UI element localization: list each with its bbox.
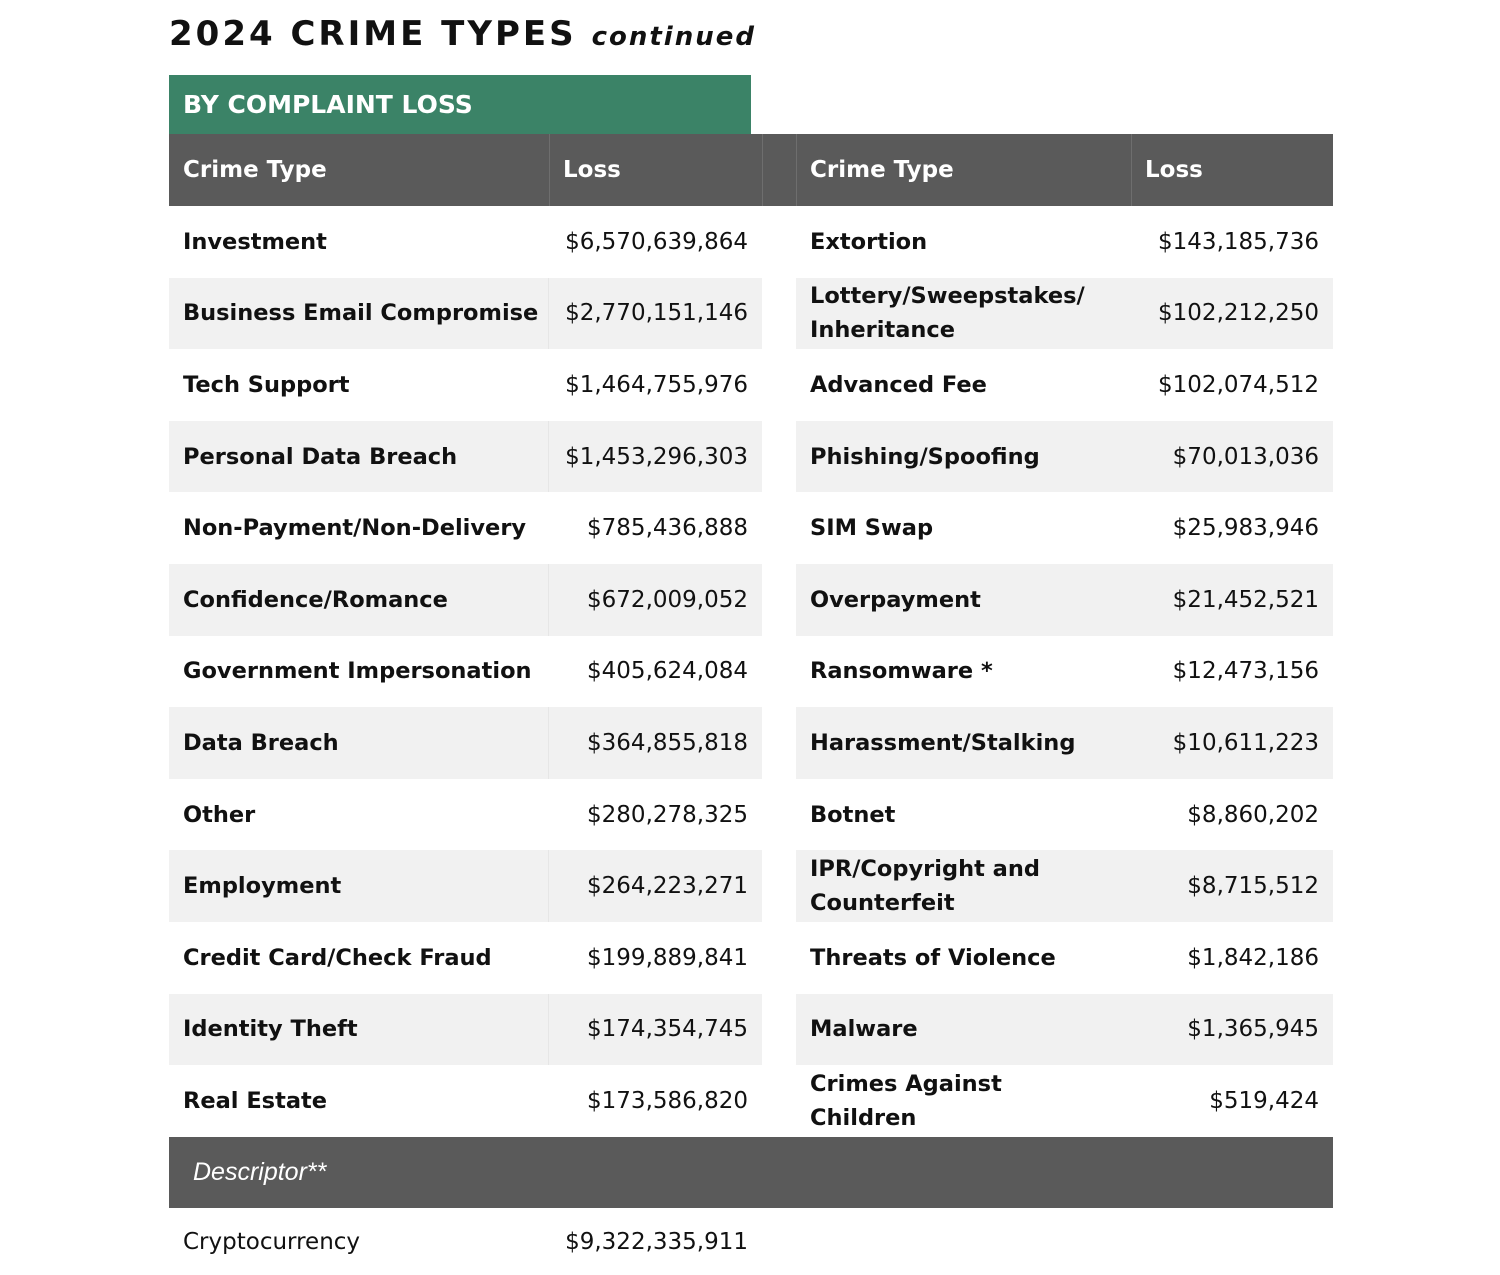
table-row <box>169 421 762 493</box>
table-row <box>796 850 1333 922</box>
loss-cell: $12,473,156 <box>1172 658 1319 685</box>
crime-type-cell: Advanced Fee <box>810 371 987 398</box>
loss-cell: $8,860,202 <box>1187 801 1319 828</box>
loss-cell: $1,365,945 <box>1187 1016 1319 1043</box>
table-row <box>169 779 762 851</box>
crime-type-cell: Personal Data Breach <box>183 443 458 470</box>
loss-cell: $405,624,084 <box>587 658 748 685</box>
table-row <box>169 636 762 708</box>
loss-cell: $21,452,521 <box>1172 586 1319 613</box>
table-row <box>169 206 762 278</box>
table-row <box>796 349 1333 421</box>
header-loss-right: Loss <box>1145 157 1203 183</box>
right-table <box>796 206 1333 1137</box>
loss-cell: $280,278,325 <box>587 801 748 828</box>
table-row <box>169 492 762 564</box>
table-row <box>796 994 1333 1066</box>
loss-cell: $199,889,841 <box>587 944 748 971</box>
crime-type-cell: SIM Swap <box>810 515 934 542</box>
crime-type-cell: Identity Theft <box>183 1016 358 1043</box>
crime-type-cell: Other <box>183 801 256 828</box>
section-banner: BY COMPLAINT LOSS <box>169 75 751 134</box>
descriptor-loss-cell: $9,322,335,911 <box>565 1228 748 1255</box>
crime-type-cell: Tech Support <box>183 371 350 398</box>
loss-cell: $8,715,512 <box>1187 873 1319 900</box>
crime-type-cell: Overpayment <box>810 586 981 613</box>
loss-cell: $785,436,888 <box>587 515 748 542</box>
crime-type-cell: Crimes Against Children <box>810 1070 1002 1131</box>
table-row <box>169 349 762 421</box>
header-crime-type-left: Crime Type <box>183 157 327 183</box>
table-row <box>796 421 1333 493</box>
loss-cell: $102,074,512 <box>1158 371 1319 398</box>
crime-type-cell: Lottery/Sweepstakes/ Inheritance <box>810 283 1085 344</box>
table-row <box>796 564 1333 636</box>
table-row <box>796 779 1333 851</box>
title-main: 2024 CRIME TYPES <box>169 14 577 54</box>
header-crime-type-right: Crime Type <box>810 157 954 183</box>
loss-cell: $143,185,736 <box>1158 228 1319 255</box>
table-row <box>796 707 1333 779</box>
crime-type-cell: Government Impersonation <box>183 658 532 685</box>
loss-cell: $102,212,250 <box>1158 300 1319 327</box>
table-row <box>796 922 1333 994</box>
crime-type-cell: Ransomware * <box>810 658 993 685</box>
loss-cell: $1,453,296,303 <box>565 443 748 470</box>
table-row <box>169 922 762 994</box>
loss-cell: $6,570,639,864 <box>565 228 748 255</box>
loss-cell: $519,424 <box>1209 1087 1319 1114</box>
crime-type-cell: Credit Card/Check Fraud <box>183 944 492 971</box>
table-row <box>169 564 762 636</box>
loss-cell: $10,611,223 <box>1172 729 1319 756</box>
crime-type-cell: Data Breach <box>183 729 339 756</box>
page-title <box>169 14 756 62</box>
crime-type-cell: Non-Payment/Non-Delivery <box>183 515 527 542</box>
crime-type-cell: Real Estate <box>183 1087 328 1114</box>
descriptor-header: Descriptor** <box>169 1137 1333 1208</box>
descriptor-row <box>169 1208 762 1275</box>
left-table <box>169 206 762 1137</box>
loss-cell: $174,354,745 <box>587 1016 748 1043</box>
table-row <box>169 278 762 350</box>
title-subtitle: continued <box>591 22 756 52</box>
header-loss-left: Loss <box>563 157 621 183</box>
loss-cell: $264,223,271 <box>587 873 748 900</box>
table-row <box>169 1065 762 1137</box>
loss-cell: $70,013,036 <box>1172 443 1319 470</box>
table-row <box>796 278 1333 350</box>
loss-cell: $173,586,820 <box>587 1087 748 1114</box>
table-header <box>169 134 1333 206</box>
header-divider <box>762 134 763 206</box>
table-row <box>796 636 1333 708</box>
table-row <box>796 1065 1333 1137</box>
crime-type-cell: Employment <box>183 873 342 900</box>
table-row <box>169 994 762 1066</box>
crime-type-cell: Harassment/Stalking <box>810 729 1076 756</box>
loss-cell: $364,855,818 <box>587 729 748 756</box>
loss-cell: $25,983,946 <box>1172 515 1319 542</box>
table-row <box>796 492 1333 564</box>
table-row <box>796 206 1333 278</box>
crime-type-cell: IPR/Copyright and Counterfeit <box>810 856 1040 917</box>
descriptor-name-cell: Cryptocurrency <box>183 1228 361 1255</box>
table-row <box>169 850 762 922</box>
crime-type-cell: Investment <box>183 228 327 255</box>
table-row <box>169 707 762 779</box>
crime-type-cell: Malware <box>810 1016 918 1043</box>
crime-type-cell: Confidence/Romance <box>183 586 448 613</box>
loss-cell: $1,842,186 <box>1187 944 1319 971</box>
loss-cell: $1,464,755,976 <box>565 371 748 398</box>
loss-cell: $672,009,052 <box>587 586 748 613</box>
crime-type-cell: Business Email Compromise <box>183 300 539 327</box>
crime-type-cell: Phishing/Spoofing <box>810 443 1040 470</box>
crime-type-cell: Botnet <box>810 801 896 828</box>
crime-type-cell: Extortion <box>810 228 928 255</box>
crime-type-cell: Threats of Violence <box>810 944 1056 971</box>
loss-cell: $2,770,151,146 <box>565 300 748 327</box>
